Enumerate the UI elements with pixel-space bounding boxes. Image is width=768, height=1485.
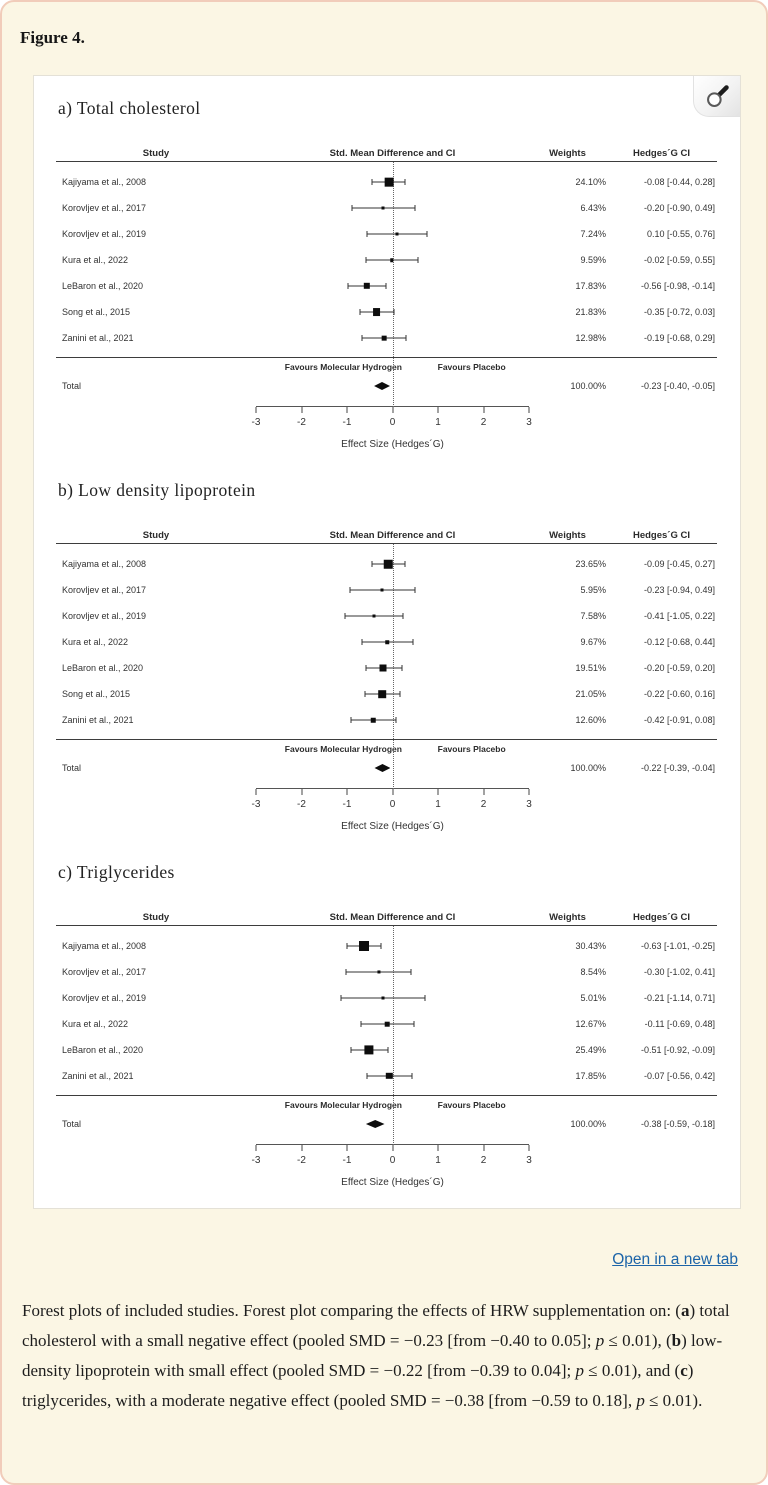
ci-cap-left: [367, 1073, 368, 1079]
axis-tick: [347, 1145, 348, 1151]
caption-bold-text: b: [671, 1330, 682, 1350]
study-weight: 9.67%: [580, 637, 606, 647]
axis-tick-labels: [251, 799, 532, 814]
study-weight: 30.43%: [575, 941, 606, 951]
axis-tick: [438, 789, 439, 795]
study-weight: 21.83%: [575, 307, 606, 317]
study-weight: 7.58%: [580, 611, 606, 621]
total-label: Total: [62, 381, 82, 391]
ci-cap-right: [412, 639, 413, 645]
axis-tick-label: 3: [526, 417, 532, 428]
total-plot: [256, 375, 529, 397]
plot-zone: [56, 543, 717, 796]
axis-tick: [529, 789, 530, 795]
effect-marker: [382, 336, 387, 341]
axis-tick-label: 3: [526, 799, 532, 810]
axis-tick: [483, 1145, 484, 1151]
axis-tick-label: 1: [435, 417, 441, 428]
total-ci: -0.22 [-0.39, -0.04]: [640, 763, 715, 773]
total-row: [56, 757, 717, 779]
ci-plot: [256, 1011, 529, 1037]
axis-tick-label: -2: [297, 1155, 306, 1166]
effect-marker: [379, 690, 387, 698]
ci-cap-left: [367, 231, 368, 237]
total-diamond: [366, 1120, 385, 1128]
study-weight: 17.85%: [575, 1071, 606, 1081]
axis-tick: [256, 789, 257, 795]
study-ci: -0.42 [-0.91, 0.08]: [643, 715, 715, 725]
effect-marker: [384, 560, 393, 569]
effect-marker: [359, 941, 369, 951]
axis-line: [256, 1144, 529, 1152]
ci-plot: [256, 1063, 529, 1089]
study-row: [56, 933, 717, 959]
axis-tick-label: 2: [480, 417, 487, 428]
study-name: Korovljev et al., 2017: [62, 203, 147, 213]
axis-tick: [256, 407, 257, 413]
study-row: [56, 603, 717, 629]
favours-right-label: Favours Placebo: [437, 1100, 506, 1110]
axis-tick: [392, 1145, 393, 1151]
study-weight: 12.60%: [575, 715, 606, 725]
axis-tick: [347, 407, 348, 413]
ci-plot: [256, 577, 529, 603]
caption-text: ) total cholesterol with a small negative effect (pooled SMD = −0.23 [from −0.40 to 0.05];: [22, 1301, 730, 1350]
study-name: Korovljev et al., 2019: [62, 611, 147, 621]
axis-tick: [529, 1145, 530, 1151]
axis-tick: [392, 789, 393, 795]
link-row: [20, 1251, 738, 1269]
study-row: [56, 299, 717, 325]
axis-tick-label: -3: [251, 417, 261, 428]
forest-table: [56, 527, 717, 832]
ci-cap-right: [411, 1073, 412, 1079]
study-ci: 0.10 [-0.55, 0.76]: [646, 229, 715, 239]
effect-marker: [396, 233, 399, 236]
panel-title: c) Triglycerides: [58, 862, 175, 882]
effect-marker: [390, 258, 394, 262]
study-ci: -0.02 [-0.59, 0.55]: [643, 255, 715, 265]
ci-cap-left: [372, 179, 373, 185]
ci-cap-right: [386, 283, 387, 289]
ci-cap-left: [351, 717, 352, 723]
study-ci: -0.51 [-0.92, -0.09]: [640, 1045, 715, 1055]
figure-box: [33, 75, 741, 1209]
ci-plot: [256, 273, 529, 299]
study-weight: 12.98%: [575, 333, 606, 343]
forest-panel: [56, 862, 730, 1188]
effect-marker: [372, 615, 375, 618]
study-weight: 5.95%: [580, 585, 606, 595]
study-weight: 12.67%: [575, 1019, 606, 1029]
col-header-weights: Weights: [549, 529, 586, 541]
favours-left-label: Favours Molecular Hydrogen: [284, 362, 402, 372]
axis-spacer: [56, 779, 717, 788]
ci-cap-left: [361, 335, 362, 341]
caption-bold-text: c: [680, 1360, 688, 1380]
study-row: [56, 169, 717, 195]
effect-marker: [381, 997, 384, 1000]
col-header-plot: Std. Mean Difference and CI: [329, 147, 456, 159]
ci-plot: [256, 195, 529, 221]
study-name: Kura et al., 2022: [62, 255, 129, 265]
study-weight: 23.65%: [575, 559, 606, 569]
col-header-ci: Hedges´G CI: [632, 147, 690, 159]
effect-marker: [382, 207, 385, 210]
favours-right-label: Favours Placebo: [437, 362, 506, 372]
axis-tick: [438, 1145, 439, 1151]
study-ci: -0.35 [-0.72, 0.03]: [643, 307, 715, 317]
axis-tick-label: -1: [342, 1155, 352, 1166]
axis-spacer: [56, 1135, 717, 1144]
axis-tick-label: 1: [435, 1155, 441, 1166]
study-ci: -0.41 [-1.05, 0.22]: [643, 611, 715, 621]
ci-cap-right: [424, 995, 425, 1001]
study-row: [56, 273, 717, 299]
plot-zone: [56, 161, 717, 414]
ci-cap-left: [372, 561, 373, 567]
axis-title: Effect Size (Hedges´G): [341, 821, 444, 832]
study-name: Korovljev et al., 2019: [62, 229, 147, 239]
ci-plot: [256, 325, 529, 351]
open-in-new-tab-link[interactable]: Open in a new tab: [612, 1251, 738, 1268]
total-row: [56, 1113, 717, 1135]
caption-text: ) low-density lipoprotein with small effect (pooled SMD = −0.22 [from −0.39 to 0.04];: [22, 1330, 723, 1380]
axis-tick-label: -3: [251, 799, 261, 810]
study-ci: -0.08 [-0.44, 0.28]: [643, 177, 715, 187]
total-label: Total: [62, 1119, 82, 1129]
caption-italic-text: p: [636, 1390, 645, 1410]
caption-text: Forest plots of included studies. Forest plot comparing the effects of HRW supplementation on: (: [22, 1301, 681, 1320]
ci-plot: [256, 655, 529, 681]
study-name: Kajiyama et al., 2008: [62, 177, 147, 187]
ci-cap-left: [361, 639, 362, 645]
ci-cap-left: [344, 613, 345, 619]
axis-tick-label: -1: [342, 417, 352, 428]
ci-plot: [256, 169, 529, 195]
caption-italic-text: p: [575, 1360, 584, 1380]
ci-cap-right: [427, 231, 428, 237]
table-header-row: [56, 145, 717, 161]
effect-marker: [385, 640, 389, 644]
axis-spacer: [56, 397, 717, 406]
study-ci: -0.12 [-0.68, 0.44]: [643, 637, 715, 647]
forest-panels: [44, 98, 730, 1188]
caption-text: ) triglycerides, with a moderate negative effect (pooled SMD = −0.38 [from −0.59 to 0.18],: [22, 1360, 694, 1410]
ci-cap-right: [405, 179, 406, 185]
total-weight: 100.00%: [570, 381, 606, 391]
study-name: Kajiyama et al., 2008: [62, 941, 147, 951]
total-label: Total: [62, 763, 82, 773]
panel-title: b) Low density lipoprotein: [58, 480, 256, 500]
ci-cap-right: [401, 665, 402, 671]
col-header-weights: Weights: [549, 147, 586, 159]
effect-marker: [373, 308, 381, 316]
ci-cap-right: [381, 943, 382, 949]
effect-marker: [377, 970, 380, 973]
axis-tick-label: 2: [480, 1155, 487, 1166]
study-name: Kura et al., 2022: [62, 1019, 129, 1029]
study-weight: 25.49%: [575, 1045, 606, 1055]
ci-plot: [256, 1037, 529, 1063]
col-header-study: Study: [142, 529, 170, 541]
caption-italic-text: p: [595, 1330, 605, 1350]
caption-text: ≤ 0.01).: [644, 1390, 703, 1410]
axis-line: [256, 406, 529, 414]
axis-tick: [347, 789, 348, 795]
study-weight: 19.51%: [575, 663, 606, 673]
total-diamond: [375, 764, 391, 772]
study-weight: 9.59%: [580, 255, 606, 265]
total-diamond: [374, 382, 390, 390]
study-name: LeBaron et al., 2020: [62, 281, 144, 291]
ci-plot: [256, 681, 529, 707]
axis-tick-label: 0: [389, 1155, 396, 1166]
axis-line: [256, 788, 529, 796]
axis-tick: [483, 789, 484, 795]
study-name: Korovljev et al., 2017: [62, 585, 147, 595]
ci-plot: [256, 959, 529, 985]
caption-bold-text: a: [680, 1301, 690, 1320]
study-ci: -0.20 [-0.90, 0.49]: [643, 203, 715, 213]
axis-tick-labels: [251, 1155, 532, 1170]
ci-cap-left: [350, 1047, 351, 1053]
study-name: Zanini et al., 2021: [62, 715, 134, 725]
study-rows: [56, 162, 717, 357]
study-weight: 7.24%: [580, 229, 606, 239]
study-row: [56, 1063, 717, 1089]
study-row: [56, 655, 717, 681]
ci-cap-left: [365, 257, 366, 263]
axis-tick-label: 0: [389, 799, 396, 810]
study-ci: -0.30 [-1.02, 0.41]: [643, 967, 715, 977]
study-name: Zanini et al., 2021: [62, 1071, 134, 1081]
plot-zone: [56, 925, 717, 1152]
ci-plot: [256, 933, 529, 959]
zoom-button[interactable]: [693, 76, 740, 117]
ci-cap-left: [359, 309, 360, 315]
ci-plot: [256, 603, 529, 629]
axis-tick: [392, 407, 393, 413]
ci-cap-left: [365, 691, 366, 697]
study-row: [56, 247, 717, 273]
forest-panel: [56, 480, 730, 832]
ci-cap-right: [404, 561, 405, 567]
ci-cap-right: [405, 335, 406, 341]
total-ci: -0.23 [-0.40, -0.05]: [640, 381, 715, 391]
study-row: [56, 1011, 717, 1037]
col-header-plot: Std. Mean Difference and CI: [329, 911, 456, 923]
table-header-row: [56, 909, 717, 925]
ci-cap-right: [414, 1021, 415, 1027]
figure-label: Figure 4.: [20, 28, 85, 47]
footer-divider: [56, 357, 717, 358]
study-ci: -0.09 [-0.45, 0.27]: [643, 559, 715, 569]
ci-plot: [256, 247, 529, 273]
col-header-weights: Weights: [549, 911, 586, 923]
col-header-plot: Std. Mean Difference and CI: [329, 529, 456, 541]
col-header-ci: Hedges´G CI: [632, 911, 690, 923]
axis-tick-label: -1: [342, 799, 352, 810]
study-weight: 21.05%: [575, 689, 606, 699]
study-ci: -0.56 [-0.98, -0.14]: [640, 281, 715, 291]
study-name: LeBaron et al., 2020: [62, 1045, 144, 1055]
study-name: Song et al., 2015: [62, 307, 131, 317]
study-row: [56, 681, 717, 707]
favours-left-label: Favours Molecular Hydrogen: [284, 744, 402, 754]
study-rows: [56, 926, 717, 1095]
study-row: [56, 325, 717, 351]
axis-tick: [483, 407, 484, 413]
axis-title: Effect Size (Hedges´G): [341, 1177, 444, 1188]
effect-marker: [365, 1045, 374, 1054]
total-row: [56, 375, 717, 397]
study-row: [56, 985, 717, 1011]
study-ci: -0.21 [-1.14, 0.71]: [643, 993, 715, 1003]
axis-tick-label: 3: [526, 1155, 532, 1166]
study-name: Korovljev et al., 2019: [62, 993, 147, 1003]
col-header-study: Study: [142, 911, 170, 923]
ci-cap-left: [365, 665, 366, 671]
total-ci: -0.38 [-0.59, -0.18]: [640, 1119, 715, 1129]
ci-cap-right: [414, 205, 415, 211]
ci-cap-right: [411, 969, 412, 975]
effect-marker: [386, 1073, 392, 1079]
study-weight: 17.83%: [575, 281, 606, 291]
study-row: [56, 195, 717, 221]
ci-cap-left: [346, 969, 347, 975]
study-rows: [56, 544, 717, 739]
col-header-study: Study: [142, 147, 170, 159]
effect-marker: [385, 1022, 390, 1027]
study-row: [56, 707, 717, 733]
study-row: [56, 629, 717, 655]
study-name: LeBaron et al., 2020: [62, 663, 144, 673]
ci-cap-left: [349, 587, 350, 593]
study-weight: 24.10%: [575, 177, 606, 187]
axis-tick-label: -2: [297, 417, 306, 428]
effect-marker: [385, 178, 394, 187]
ci-cap-right: [402, 613, 403, 619]
magnifier-icon: [704, 83, 731, 110]
study-ci: -0.19 [-0.68, 0.29]: [643, 333, 715, 343]
ci-cap-left: [361, 1021, 362, 1027]
axis-tick: [438, 407, 439, 413]
study-name: Kura et al., 2022: [62, 637, 129, 647]
panel-title: a) Total cholesterol: [58, 98, 201, 118]
axis-tick: [301, 407, 302, 413]
caption-text: ≤ 0.01), and (: [584, 1360, 681, 1380]
study-weight: 8.54%: [580, 967, 606, 977]
forest-table: [56, 909, 717, 1188]
forest-table: [56, 145, 717, 450]
ci-cap-left: [346, 943, 347, 949]
study-ci: -0.63 [-1.01, -0.25]: [640, 941, 715, 951]
ci-plot: [256, 551, 529, 577]
axis-tick: [256, 1145, 257, 1151]
ci-cap-right: [414, 587, 415, 593]
caption-text: ≤ 0.01), (: [604, 1330, 672, 1350]
study-ci: -0.20 [-0.59, 0.20]: [643, 663, 715, 673]
axis-tick: [301, 1145, 302, 1151]
total-plot: [256, 1113, 529, 1135]
ci-plot: [256, 707, 529, 733]
footer-divider: [56, 739, 717, 740]
total-plot: [256, 757, 529, 779]
effect-marker: [364, 283, 370, 289]
axis-tick: [301, 789, 302, 795]
ci-cap-left: [347, 283, 348, 289]
ci-plot: [256, 629, 529, 655]
ci-cap-left: [351, 205, 352, 211]
study-ci: -0.22 [-0.60, 0.16]: [643, 689, 715, 699]
effect-marker: [380, 665, 387, 672]
figure-caption: [22, 1296, 746, 1416]
study-name: Zanini et al., 2021: [62, 333, 134, 343]
study-row: [56, 551, 717, 577]
ci-cap-right: [388, 1047, 389, 1053]
ci-plot: [256, 985, 529, 1011]
total-weight: 100.00%: [570, 763, 606, 773]
axis-tick-label: 0: [389, 417, 396, 428]
axis-tick-label: -3: [251, 1155, 261, 1166]
col-header-ci: Hedges´G CI: [632, 529, 690, 541]
study-row: [56, 577, 717, 603]
axis-tick-label: -2: [297, 799, 306, 810]
study-name: Korovljev et al., 2017: [62, 967, 147, 977]
ci-cap-right: [393, 309, 394, 315]
ci-cap-right: [399, 691, 400, 697]
ci-cap-right: [417, 257, 418, 263]
study-row: [56, 221, 717, 247]
favours-right-label: Favours Placebo: [437, 744, 506, 754]
axis-tick-label: 1: [435, 799, 441, 810]
axis-tick-label: 2: [480, 799, 487, 810]
table-header-row: [56, 527, 717, 543]
study-ci: -0.07 [-0.56, 0.42]: [643, 1071, 715, 1081]
study-weight: 5.01%: [580, 993, 606, 1003]
study-weight: 6.43%: [580, 203, 606, 213]
axis-tick: [529, 407, 530, 413]
effect-marker: [371, 718, 376, 723]
ci-plot: [256, 221, 529, 247]
study-name: Song et al., 2015: [62, 689, 131, 699]
ci-plot: [256, 299, 529, 325]
study-row: [56, 1037, 717, 1063]
effect-marker: [381, 589, 384, 592]
ci-cap-right: [396, 717, 397, 723]
study-ci: -0.23 [-0.94, 0.49]: [643, 585, 715, 595]
study-ci: -0.11 [-0.69, 0.48]: [644, 1019, 715, 1029]
ci-cap-left: [340, 995, 341, 1001]
favours-left-label: Favours Molecular Hydrogen: [284, 1100, 402, 1110]
forest-panel: [56, 98, 730, 450]
footer-divider: [56, 1095, 717, 1096]
study-name: Kajiyama et al., 2008: [62, 559, 147, 569]
axis-title: Effect Size (Hedges´G): [341, 439, 444, 450]
total-weight: 100.00%: [570, 1119, 606, 1129]
axis-tick-labels: [251, 417, 532, 432]
study-row: [56, 959, 717, 985]
